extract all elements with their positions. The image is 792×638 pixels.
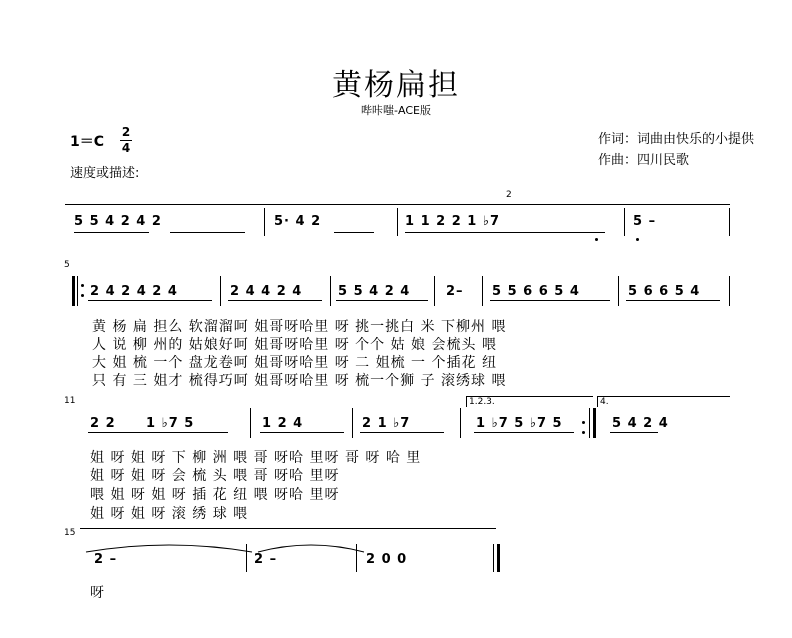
beam-line <box>170 232 245 233</box>
system2-measure2: 2 4 4 2 4 <box>230 284 303 299</box>
lyricist-credit: 作词：词曲由快乐的小提供 <box>598 132 755 147</box>
system2-measure5: 5 5 6 6 5 4 <box>492 284 580 299</box>
beam-line <box>88 300 212 301</box>
system2-measure4: 2– <box>446 284 464 299</box>
final-thin-bar <box>493 544 494 572</box>
system1-measure2: 5· 4 2 <box>274 214 322 229</box>
barline <box>356 544 357 572</box>
song-subtitle: 哔咔嗤-ACE版 <box>361 104 431 117</box>
verse4-lyrics-part2: 姐 呀 姐 呀 滚 绣 球 喂 <box>90 506 249 522</box>
song-title: 黄杨扁担 <box>332 68 460 103</box>
lower-octave-dot <box>636 238 639 241</box>
barline <box>264 208 265 236</box>
barline <box>434 276 435 306</box>
time-signature-top: 2 <box>121 125 131 139</box>
key-signature: 1＝C <box>70 134 105 150</box>
barline <box>460 408 461 438</box>
system1-top-guide <box>65 204 730 205</box>
composer-credit: 作曲：四川民歌 <box>598 153 690 168</box>
tempo-label: 速度或描述: <box>70 166 140 181</box>
beam-line <box>474 432 574 433</box>
verse1-lyrics: 黄 杨 扁 担么 软溜溜呵 姐哥呀哈里 呀 挑一挑白 米 下柳州 喂 <box>92 319 507 335</box>
verse2-lyrics-part2: 姐 呀 姐 呀 会 梳 头 喂 哥 呀哈 里呀 <box>90 468 340 484</box>
system2-measure6: 5 6 6 5 4 <box>628 284 701 299</box>
beam-line <box>260 432 344 433</box>
repeat-dot <box>582 431 585 434</box>
final-lyric: 呀 <box>90 585 105 601</box>
verse2-lyrics: 人 说 柳 州的 姑娘好呵 姐哥呀哈里 呀 个个 姑 娘 会梳头 喂 <box>92 337 497 353</box>
barline <box>220 276 221 306</box>
beam-line <box>360 432 444 433</box>
lower-octave-dot <box>595 238 598 241</box>
system1-measure4: 5 – <box>633 214 657 229</box>
repeat-dot <box>81 294 84 297</box>
verse3-lyrics: 大 姐 梳 一个 盘龙卷呵 姐哥呀哈里 呀 二 姐梳 一 个插花 纽 <box>92 355 497 371</box>
repeat-start-bar <box>72 276 75 306</box>
volta-first-ending: 1.2.3. <box>466 396 593 407</box>
beam-line <box>228 300 322 301</box>
measure-number-15: 15 <box>64 528 76 538</box>
repeat-dot <box>81 284 84 287</box>
measure-number-5: 5 <box>64 260 70 270</box>
system2-measure3: 5 5 4 2 4 <box>338 284 411 299</box>
volta-fourth-ending: 4. <box>597 396 730 407</box>
barline <box>330 276 331 306</box>
beam-line <box>490 300 610 301</box>
verse3-lyrics-part2: 喂 姐 呀 姐 呀 插 花 纽 喂 呀哈 里呀 <box>90 487 340 503</box>
system3-measure2: 1 ♭7 5 <box>146 416 195 431</box>
above-note-marker: 2 <box>506 190 512 200</box>
barline <box>250 408 251 438</box>
beam-line <box>74 232 149 233</box>
beam-line <box>610 432 658 433</box>
repeat-end-thin-bar <box>589 408 590 438</box>
beam-line <box>626 300 720 301</box>
time-signature-bottom: 4 <box>121 141 131 155</box>
barline <box>618 276 619 306</box>
system1-measure3: 1 1 2 2 1 ♭7 <box>405 214 501 229</box>
barline <box>729 208 730 236</box>
barline <box>624 208 625 236</box>
barline <box>246 544 247 572</box>
system3-measure6: 5 4 2 4 <box>612 416 669 431</box>
final-thick-bar <box>497 544 500 572</box>
beam-line <box>405 232 605 233</box>
system3-measure1: 2 2 <box>90 416 116 431</box>
system3-measure5: 1 ♭7 5 ♭7 5 <box>476 416 563 431</box>
system4-measure3: 2 0 0 <box>366 552 408 567</box>
system4-measure1: 2 – <box>94 552 118 567</box>
repeat-end-bar <box>593 408 596 438</box>
system3-measure4: 2 1 ♭7 <box>362 416 411 431</box>
verse4-lyrics: 只 有 三 姐才 梳得巧呵 姐哥呀哈里 呀 梳一个狮 子 滚绣球 喂 <box>92 373 507 389</box>
repeat-dot <box>582 421 585 424</box>
system3-measure3: 1 2 4 <box>262 416 304 431</box>
system1-measure1: 5 5 4 2 4 2 <box>74 214 162 229</box>
barline <box>729 276 730 306</box>
barline <box>397 208 398 236</box>
system4-top-guide <box>80 528 496 529</box>
system2-measure1: 2 4 2 4 2 4 <box>90 284 178 299</box>
measure-number-11: 11 <box>64 396 76 406</box>
beam-line <box>334 232 374 233</box>
beam-line <box>88 432 228 433</box>
barline <box>482 276 483 306</box>
verse1-lyrics-part2: 姐 呀 姐 呀 下 柳 洲 喂 哥 呀哈 里呀 哥 呀 哈 里 <box>90 450 422 466</box>
time-signature <box>120 126 132 155</box>
barline <box>352 408 353 438</box>
beam-line <box>336 300 428 301</box>
repeat-start-thin-bar <box>77 276 78 306</box>
system4-measure2: 2 – <box>254 552 278 567</box>
